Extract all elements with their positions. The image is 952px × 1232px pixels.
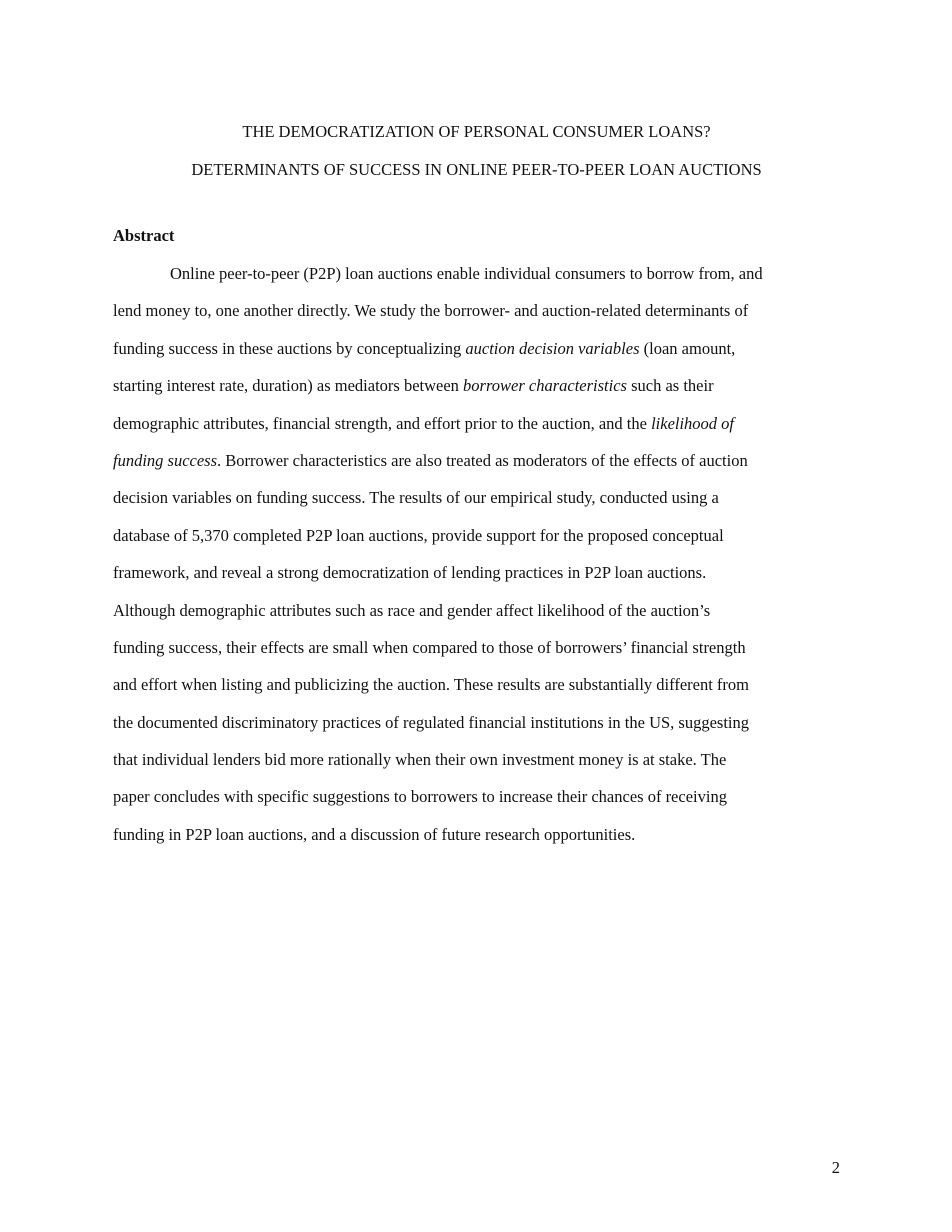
abstract-line — [113, 330, 840, 367]
abstract-line — [113, 442, 840, 479]
abstract-heading: Abstract — [113, 226, 175, 245]
abstract-text: starting interest rate, duration) as mediators between — [113, 376, 464, 396]
abstract-body — [113, 255, 840, 853]
paper-title — [113, 113, 840, 188]
abstract-line: decision variables on funding success. The results of our empirical study, conducted using a — [113, 488, 719, 508]
abstract-line: and effort when listing and publicizing the auction. These results are substantially different from — [113, 675, 749, 695]
title-line-2: DETERMINANTS OF SUCCESS IN ONLINE PEER-TO-PEER LOAN AUCTIONS — [191, 159, 762, 179]
abstract-text: such as their — [626, 376, 714, 396]
abstract-line: funding success, their effects are small when compared to those of borrowers’ financial strength — [113, 637, 746, 657]
emphasis-likelihood-of: likelihood of — [651, 413, 735, 433]
abstract-line: that individual lenders bid more rationally when their own investment money is at stake. The — [113, 750, 727, 770]
emphasis-borrower-characteristics: borrower characteristics — [463, 376, 627, 396]
page-number: 2 — [831, 1158, 840, 1177]
abstract-line: lend money to, one another directly. We study the borrower- and auction-related determinants of — [113, 301, 749, 321]
abstract-line: funding in P2P loan auctions, and a discussion of future research opportunities. — [113, 824, 636, 844]
emphasis-funding-success: funding success — [113, 450, 218, 470]
abstract-line: database of 5,370 completed P2P loan auctions, provide support for the proposed conceptual — [113, 525, 724, 545]
abstract-text: funding success in these auctions by conceptualizing — [113, 338, 466, 358]
abstract-text: demographic attributes, financial strength, and effort prior to the auction, and the — [113, 413, 652, 433]
abstract-text: (loan amount, — [639, 338, 736, 358]
abstract-line — [113, 405, 840, 442]
abstract-line: Online peer-to-peer (P2P) loan auctions enable individual consumers to borrow from, and — [170, 264, 763, 283]
abstract-line — [113, 367, 840, 404]
abstract-line: Although demographic attributes such as race and gender affect likelihood of the auction’s — [113, 600, 711, 620]
abstract-line: paper concludes with specific suggestions to borrowers to increase their chances of receiving — [113, 787, 727, 807]
abstract-line: the documented discriminatory practices of regulated financial institutions in the US, suggesting — [113, 712, 750, 732]
emphasis-auction-decision-variables: auction decision variables — [465, 338, 640, 358]
abstract-text: . Borrower characteristics are also treated as moderators of the effects of auction — [217, 450, 748, 470]
title-line-1: THE DEMOCRATIZATION OF PERSONAL CONSUMER LOANS? — [242, 122, 711, 141]
abstract-line: framework, and reveal a strong democratization of lending practices in P2P loan auctions. — [113, 563, 707, 583]
